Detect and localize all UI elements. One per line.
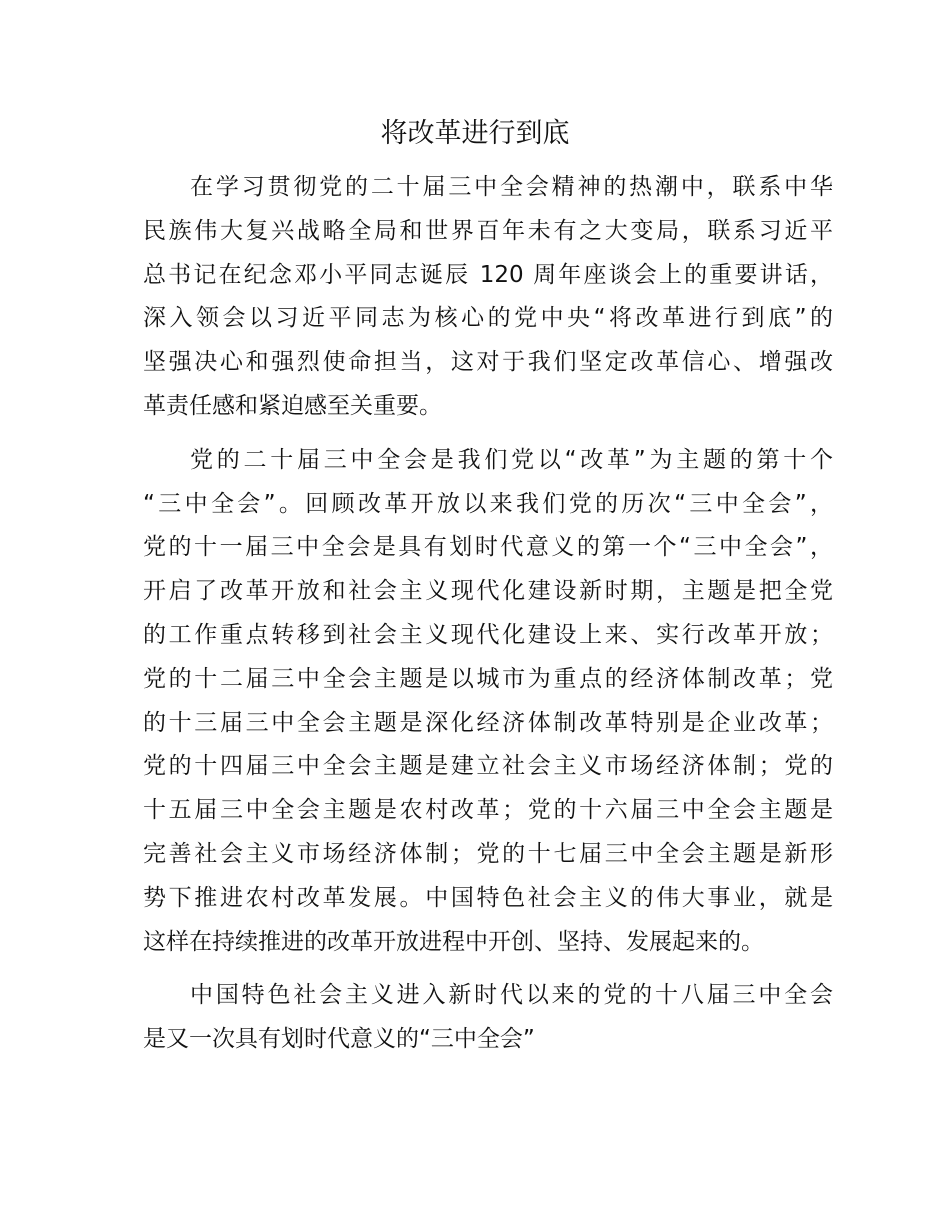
- text-line: 势下推进农村改革发展。中国特色社会主义的伟大事业，就是: [143, 884, 833, 911]
- text-line: 完善社会主义市场经济体制；党的十七届三中全会主题是新形: [143, 840, 833, 867]
- text-line: 党的十四届三中全会主题是建立社会主义市场经济体制；党的: [143, 753, 833, 780]
- text-line: “三中全会”。回顾改革开放以来我们党的历次“三中全会”，: [143, 490, 833, 517]
- paragraph: [143, 166, 833, 429]
- text-line: 在学习贯彻党的二十届三中全会精神的热潮中，联系中华: [190, 174, 833, 200]
- text-line: 革责任感和紧迫感至关重要。: [143, 392, 442, 419]
- text-line: 的十三届三中全会主题是深化经济体制改革特别是企业改革；: [143, 709, 833, 736]
- text-line: 党的十二届三中全会主题是以城市为重点的经济体制改革；党: [143, 665, 833, 692]
- text-line: 的工作重点转移到社会主义现代化建设上来、实行改革开放；: [143, 621, 833, 648]
- text-line: 深入领会以习近平同志为核心的党中央“将改革进行到底”的: [143, 305, 833, 332]
- document-title: 将改革进行到底: [380, 118, 570, 149]
- paragraph: [143, 974, 833, 1062]
- text-line: 党的十一届三中全会是具有划时代意义的第一个“三中全会”，: [143, 534, 833, 561]
- text-line: 民族伟大复兴战略全局和世界百年未有之大变局，联系习近平: [143, 217, 833, 244]
- text-line: 坚强决心和强烈使命担当，这对于我们坚定改革信心、增强改: [143, 349, 833, 376]
- text-line: 中国特色社会主义进入新时代以来的党的十八届三中全会: [190, 982, 833, 1009]
- text-line: 是又一次具有划时代意义的“三中全会”: [143, 1026, 535, 1053]
- text-line: 开启了改革开放和社会主义现代化建设新时期，主题是把全党: [143, 578, 833, 605]
- text-line: 十五届三中全会主题是农村改革；党的十六届三中全会主题是: [143, 797, 833, 824]
- text-line: 总书记在纪念邓小平同志诞辰 120 周年座谈会上的重要讲话，: [143, 261, 833, 288]
- paragraph: [143, 439, 833, 965]
- text-line: 这样在持续推进的改革开放进程中开创、坚持、发展起来的。: [143, 928, 764, 955]
- text-line: 党的二十届三中全会是我们党以“改革”为主题的第十个: [190, 446, 833, 473]
- document-body: [143, 166, 833, 1072]
